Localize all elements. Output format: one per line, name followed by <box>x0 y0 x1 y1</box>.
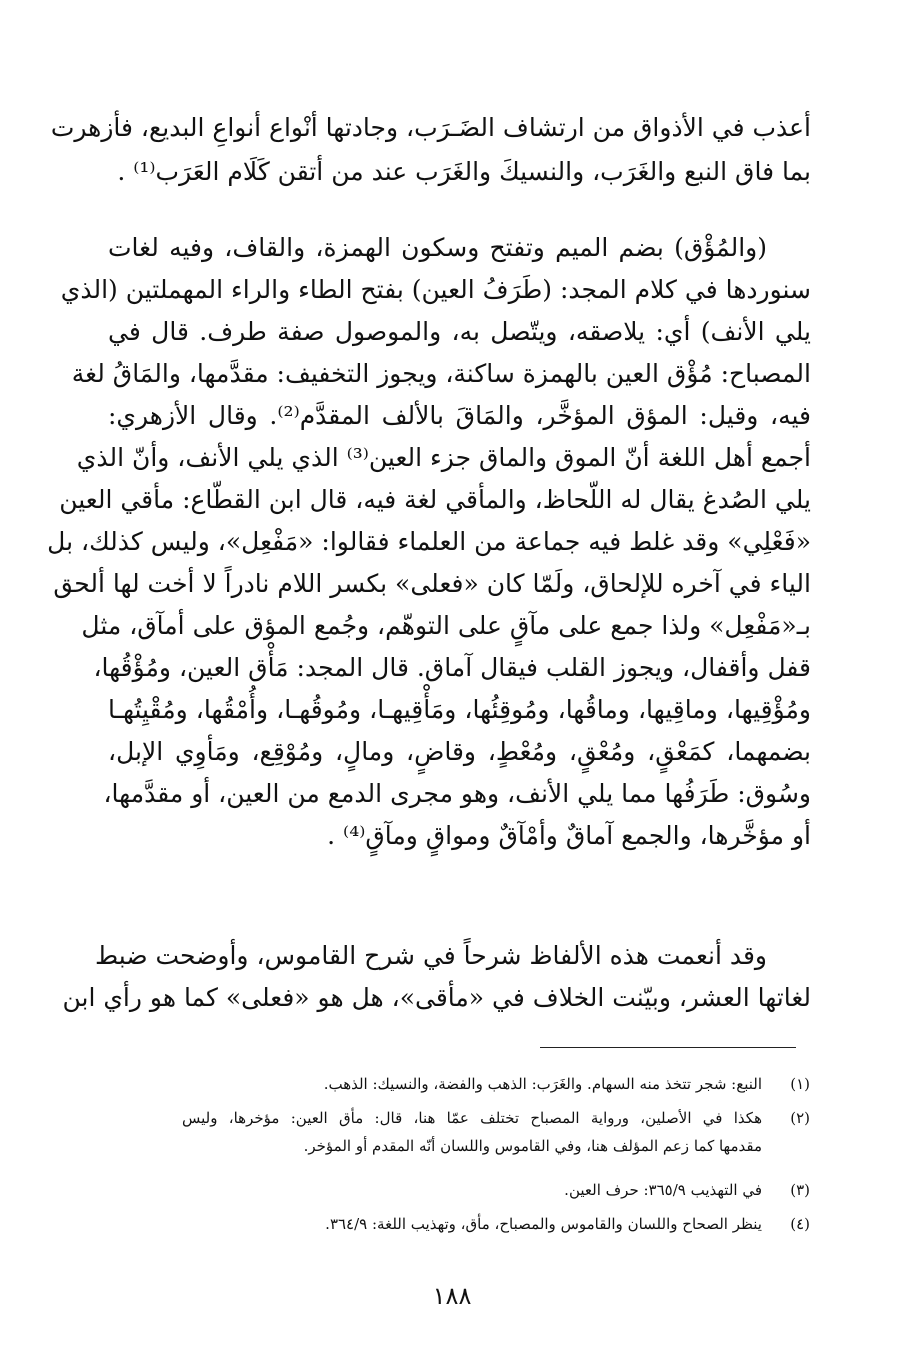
text-line: يلي الأنف) أي: يلاصقه، ويتّصل به، والموصول صفة طرف. قال في <box>108 317 811 346</box>
text-line: فيه، وقيل: المؤق المؤخَّر، والمَاقَ بالألف المقدَّم⁽²⁾. وقال الأزهري: <box>108 401 812 430</box>
page-number: ١٨٨ <box>432 1282 472 1310</box>
text-line: ومُؤْقِيها، وماقِيها، وماقُها، ومُوقِئُها، ومَأْقِيهـا، ومُوقُهـا، وأُمْقُها، ومُقْيِتُهـا <box>108 695 811 724</box>
text-line: لغاتها العشر، وبيّنت الخلاف في «مأقى»، هل هو «فعلى» كما هو رأي ابن <box>62 983 811 1012</box>
text-line: وسُوق: طَرَفُها مما يلي الأنف، وهو مجرى الدمع من العين، أو مقدَّمها، <box>103 779 811 808</box>
text-line: قفل وأقفال، ويجوز القلب فيقال آماق. قال المجد: مَأْق العين، ومُؤْقُها، <box>93 653 811 682</box>
footnote-3 <box>180 1178 810 1202</box>
text-line: أو مؤخَّرها، والجمع آماقٌ وأمْآقٌ ومواقٍ ومآقٍ⁽⁴⁾ . <box>327 821 811 850</box>
footnote-number: (٤) <box>790 1215 810 1233</box>
text-line: (والمُؤْق) بضم الميم وتفتح وسكون الهمزة، والقاف، وفيه لغات <box>108 233 767 262</box>
text-line: يلي الصُدغ يقال له اللّحاظ، والمأقي لغة فيه، قال ابن القطّاع: مأقي العين <box>59 485 811 514</box>
footnote-1 <box>180 1072 810 1096</box>
footnote-4 <box>180 1212 810 1236</box>
footnote-number: (٣) <box>790 1181 810 1199</box>
text-line: المصباح: مُؤْق العين بالهمزة ساكنة، ويجوز التخفيف: مقدَّمها، والمَاقُ لغة <box>71 359 811 388</box>
text-line: بما فاق النبع والغَرَب، والنسيكَ والغَرَب عند من أتقن كَلَام العَرَب⁽¹⁾ . <box>117 157 811 186</box>
text-line: وقد أنعمت هذه الألفاظ شرحاً في شرح القاموس، وأوضحت ضبط <box>95 941 767 970</box>
footnote-text: مقدمها كما زعم المؤلف هنا، وفي القاموس واللسان أنّه المقدم أو المؤخر. <box>303 1137 762 1155</box>
text-line: سنوردها في كلام المجد: (طَرَفُ العين) بفتح الطاء والراء المهملتين (الذي <box>60 275 811 304</box>
footnote-text: ينظر الصحاح واللسان والقاموس والمصباح، مأق، وتهذيب اللغة: ٣٦٤/٩. <box>325 1215 762 1233</box>
text-line: بـ«مَفْعِل» ولذا جمع على مآقٍ على التوهّم، وجُمع المؤق على أمآق، مثل <box>81 611 811 640</box>
text-line: أجمع أهل اللغة أنّ الموق والماق جزء العين⁽³⁾ الذي يلي الأنف، وأنّ الذي <box>76 443 811 472</box>
text-line: «فَعْلِي» وقد غلط فيه جماعة من العلماء فقالوا: «مَفْعِل»، وليس كذلك، بل <box>47 527 811 556</box>
text-line: الياء في آخره للإلحاق، ولَمّا كان «فعلى» بكسر اللام نادراً لا أخت لها ألحق <box>53 569 811 598</box>
footnote-text: هكذا في الأصلين، ورواية المصباح تختلف عمّا هنا، قال: مأق العين: مؤخرها، وليس <box>182 1109 762 1127</box>
footnote-text: في التهذيب ٣٦٥/٩: حرف العين. <box>564 1181 762 1199</box>
footnote-2-continued <box>180 1134 810 1158</box>
text-line: أعذب في الأذواق من ارتشاف الضَـرَب، وجادتها أنْواع أنواعِ البديع، فأزهرت <box>50 113 811 142</box>
footnote-number: (١) <box>790 1075 810 1093</box>
footnote-number: (٢) <box>790 1109 810 1127</box>
footnote-separator <box>540 1047 796 1048</box>
footnote-2 <box>180 1106 810 1130</box>
text-line: بضمهما، كمَعْقٍ، ومُعْقٍ، ومُعْطٍ، وقاضٍ، ومالٍ، ومُوْقِع، ومَأوِي الإبل، <box>108 737 811 766</box>
footnote-text: النبع: شجر تتخذ منه السهام. والغَرَب: الذهب والفضة، والنسيك: الذهب. <box>323 1075 762 1093</box>
